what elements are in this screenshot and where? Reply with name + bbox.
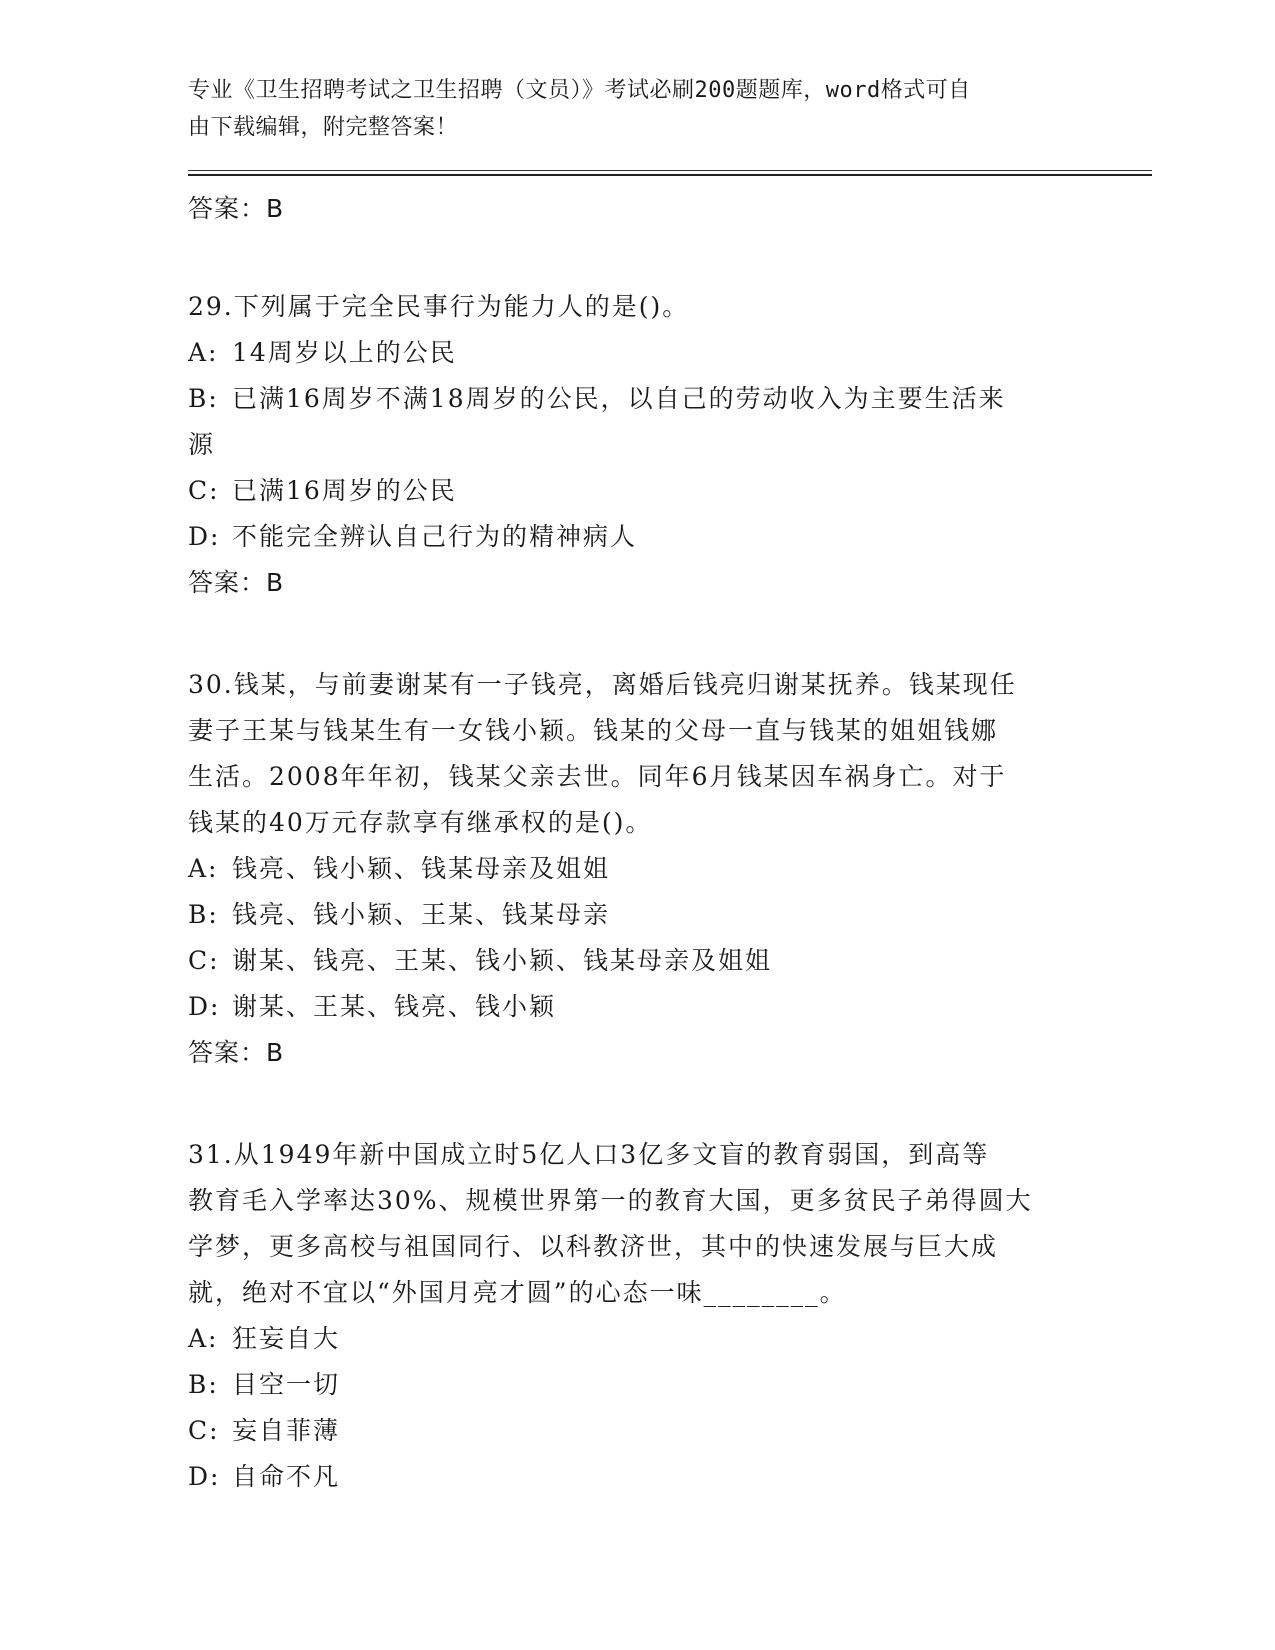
option-letter: B: [188, 900, 219, 929]
option-line [188, 1454, 1088, 1500]
option-text: 狂妄自大 [232, 1324, 341, 1353]
option-letter: A: [188, 338, 219, 367]
question-stem-line: 就，绝对不宜以“外国月亮才圆”的心态一味________。 [188, 1278, 847, 1307]
option-text: 钱亮、钱小颖、钱某母亲及姐姐 [232, 854, 611, 883]
question-stem-line: 教育毛入学率达30%、规模世界第一的教育大国，更多贫民子弟得圆大 [188, 1186, 1033, 1215]
header-line-2: 由下载编辑，附完整答案！ [188, 115, 459, 140]
option-text: 自命不凡 [232, 1462, 341, 1491]
option-text: 14周岁以上的公民 [232, 338, 457, 367]
option-line [188, 892, 1088, 938]
option-line [188, 938, 1088, 984]
option-letter: D: [188, 522, 221, 551]
header-rule-thin [188, 170, 1152, 171]
question-stem-line: 生活。2008年年初，钱某父亲去世。同年6月钱某因车祸身亡。对于 [188, 762, 1007, 791]
option-letter: C: [188, 476, 220, 505]
question-block [188, 1132, 1088, 1500]
option-text: 已满16周岁的公民 [232, 476, 457, 505]
option-text: 妄自菲薄 [232, 1416, 341, 1445]
header-line-1: 专业《卫生招聘考试之卫生招聘（文员）》考试必刷200题题库，word格式可自 [188, 78, 971, 103]
option-letter: A: [188, 1324, 219, 1353]
question-stem-line: 钱某的40万元存款享有继承权的是()。 [188, 808, 653, 837]
option-line [188, 376, 1088, 422]
option-letter: B: [188, 1370, 219, 1399]
option-text: 谢某、钱亮、王某、钱小颖、钱某母亲及姐姐 [232, 946, 773, 975]
answer-line: 答案：B [188, 568, 285, 597]
option-text: 已满16周岁不满18周岁的公民，以自己的劳动收入为主要生活来 [232, 384, 1006, 413]
question-stem-line: 29.下列属于完全民事行为能力人的是()。 [188, 292, 690, 321]
option-line [188, 330, 1088, 376]
option-line [188, 846, 1088, 892]
answer-line: 答案：B [188, 1038, 285, 1067]
option-text: 不能完全辨认自己行为的精神病人 [232, 522, 638, 551]
question-stem-line: 31.从1949年新中国成立时5亿人口3亿多文盲的教育弱国，到高等 [188, 1140, 990, 1169]
option-line [188, 422, 1088, 468]
header-rule-thick [188, 174, 1152, 176]
option-line [188, 514, 1088, 560]
option-letter: A: [188, 854, 219, 883]
option-line [188, 1316, 1088, 1362]
option-letter: D: [188, 992, 221, 1021]
question-stem-line: 30.钱某，与前妻谢某有一子钱亮，离婚后钱亮归谢某抚养。钱某现任 [188, 670, 1017, 699]
option-letter: B: [188, 384, 219, 413]
option-line [188, 468, 1088, 514]
answer-line: 答案：B [188, 194, 285, 223]
option-text: 目空一切 [232, 1370, 341, 1399]
option-letter: C: [188, 946, 220, 975]
option-text: 谢某、王某、钱亮、钱小颖 [232, 992, 557, 1021]
question-stem-line: 妻子王某与钱某生有一女钱小颖。钱某的父母一直与钱某的姐姐钱娜 [188, 716, 999, 745]
option-text-continued: 源 [188, 430, 216, 459]
option-line [188, 984, 1088, 1030]
question-block [188, 662, 1088, 1076]
option-letter: C: [188, 1416, 220, 1445]
option-letter: D: [188, 1462, 221, 1491]
question-list [188, 186, 1088, 1500]
option-text: 钱亮、钱小颖、王某、钱某母亲 [232, 900, 611, 929]
option-line [188, 1362, 1088, 1408]
option-line [188, 1408, 1088, 1454]
document-header [188, 72, 1068, 146]
question-stem-line: 学梦，更多高校与祖国同行、以科教济世，其中的快速发展与巨大成 [188, 1232, 999, 1261]
question-block [188, 284, 1088, 606]
